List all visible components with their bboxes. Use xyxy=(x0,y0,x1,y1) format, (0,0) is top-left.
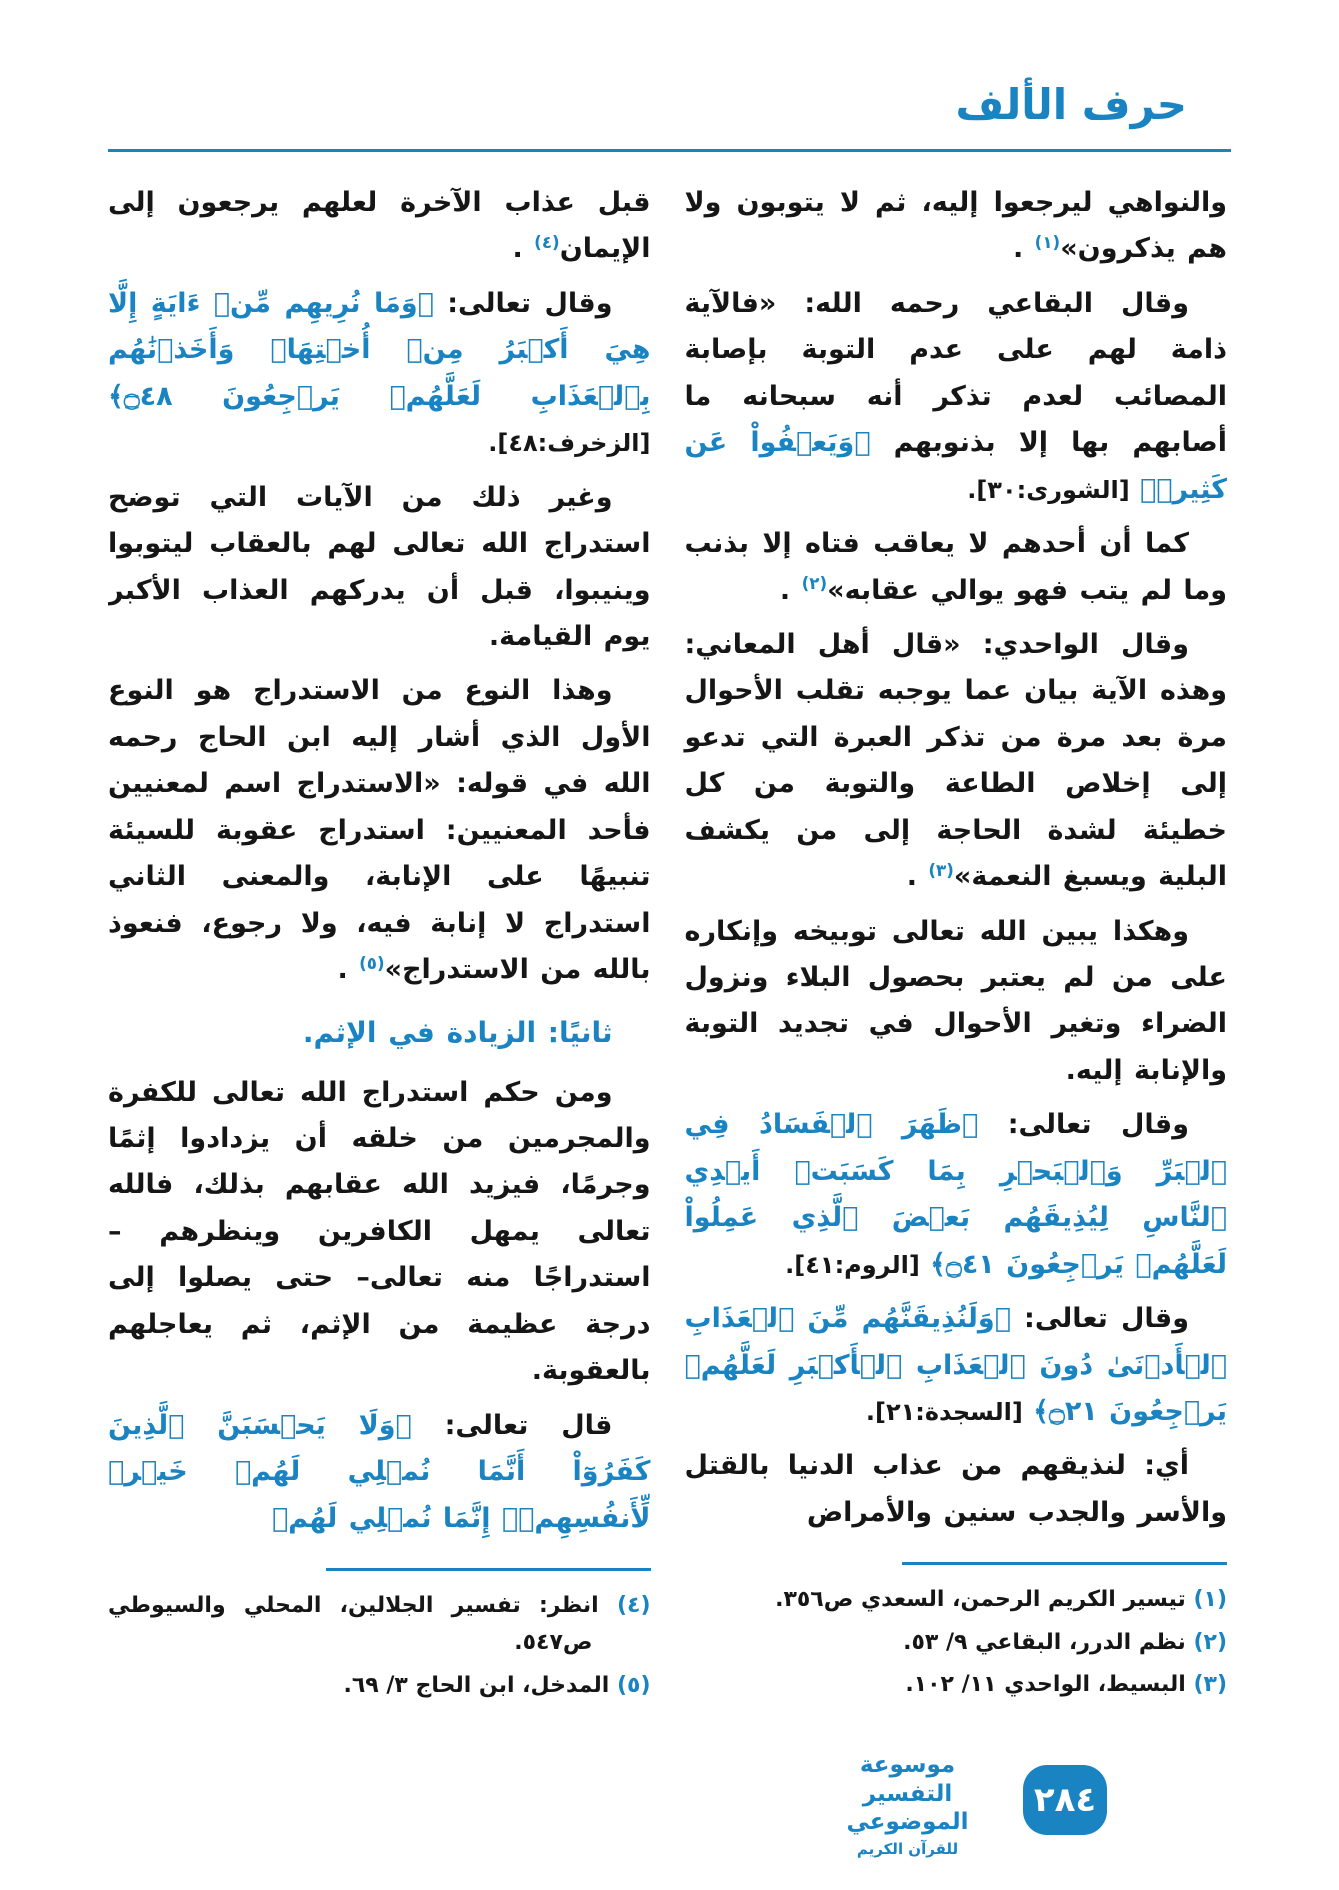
body-text: . xyxy=(906,861,929,893)
footnote xyxy=(108,1587,651,1662)
paragraph xyxy=(685,180,1228,273)
footnote xyxy=(685,1624,1228,1661)
footnote-marker: (١) xyxy=(1034,232,1061,253)
quran-verse: ﴿ظَهَرَ ٱلۡفَسَادُ فِي ٱلۡبَرِّ وَٱلۡبَحۡرِ بِمَا كَسَبَتۡ أَيۡدِي ٱلنَّاسِ لِيُذِيقَهُم بَعۡضَ ٱلَّذِي عَمِلُواْ لَعَلَّهُمۡ يَرۡجِعُونَ ۝٤١﴾ xyxy=(684,1109,1227,1280)
body-text: والنواهي ليرجعوا إليه، ثم لا يتوبون ولا هم يذكرون» xyxy=(684,187,1227,265)
footnotes-block xyxy=(108,1568,651,1704)
footnote-divider xyxy=(326,1568,651,1571)
publisher-logo xyxy=(820,1751,995,1858)
paragraph xyxy=(685,622,1228,901)
paragraph xyxy=(108,180,651,273)
body-text: . xyxy=(779,574,802,606)
body-text: أي: لنذيقهم من عذاب الدنيا بالقتل والأسر والجدب سنين والأمراض xyxy=(684,1450,1227,1528)
paragraph xyxy=(685,521,1228,614)
footnote-text: نظم الدرر، البقاعي ٩/ ٥٣. xyxy=(903,1629,1194,1655)
body-text: وقال تعالى: xyxy=(433,287,613,319)
paragraph xyxy=(108,1070,651,1395)
publisher-logo-subtitle: للقرآن الكريم xyxy=(856,1840,959,1858)
page-body xyxy=(108,180,1227,1740)
chapter-title: حرف الألف xyxy=(955,80,1187,129)
verse-reference: [السجدة:٢١]. xyxy=(865,1397,1034,1426)
verse-reference: [الروم:٤١]. xyxy=(785,1250,931,1279)
footnote-text: البسيط، الواحدي ١١/ ١٠٢. xyxy=(905,1672,1194,1698)
footnote-number: (٢) xyxy=(1193,1629,1227,1655)
verse-reference: [الزخرف:٤٨]. xyxy=(488,429,651,458)
body-text: وقال تعالى: xyxy=(1010,1303,1189,1335)
footnote-divider xyxy=(902,1562,1227,1565)
page-number-badge xyxy=(1023,1765,1107,1835)
footnote-marker: (٤) xyxy=(534,232,560,253)
body-text: . xyxy=(337,954,360,985)
footnote-text: المدخل، ابن الحاج ٣/ ٦٩. xyxy=(343,1672,617,1698)
paragraph xyxy=(685,1102,1228,1288)
footnote-text: انظر: تفسير الجلالين، المحلي والسيوطي ص٥٤٧. xyxy=(108,1592,617,1656)
footnote-text: تيسير الكريم الرحمن، السعدي ص٣٥٦. xyxy=(775,1587,1194,1613)
footnotes-block xyxy=(685,1562,1228,1703)
quran-verse: ﴿وَمَا نُرِيهِم مِّنۡ ءَايَةٍ إِلَّا هِيَ أَكۡبَرُ مِنۡ أُخۡتِهَاۖ وَأَخَذۡنَٰهُم بِٱلۡعَذَابِ لَعَلَّهُمۡ يَرۡجِعُونَ ۝٤٨﴾ xyxy=(108,287,651,412)
publisher-logo-title: موسوعة التفسير الموضوعي xyxy=(846,1751,969,1836)
body-text: . xyxy=(512,233,535,265)
body-text: وقال تعالى: xyxy=(978,1109,1189,1141)
paragraph xyxy=(685,281,1228,513)
paragraph xyxy=(108,668,651,993)
header-divider xyxy=(108,149,1231,152)
footnote-marker: (٥) xyxy=(359,952,385,973)
paragraph xyxy=(108,281,651,467)
column-right xyxy=(685,180,1228,1740)
footnote-number: (١) xyxy=(1193,1587,1227,1613)
body-text: وغير ذلك من الآيات التي توضح استدراج الله تعالى لهم بالعقاب ليتوبوا وينيبوا، قبل أن يدركهم العذاب الأكبر يوم القيامة. xyxy=(108,481,651,652)
body-text: وقال البقاعي رحمه الله: «فالآية ذامة لهم على عدم التوبة بإصابة المصائب لعدم تذكر أنه سبحانه ما أصابهم بها إلا بذنوبهم xyxy=(684,287,1227,459)
footnote-number: (٤) xyxy=(616,1592,651,1618)
footnote-marker: (٢) xyxy=(801,573,828,594)
body-text: وهكذا يبين الله تعالى توبيخه وإنكاره على من لم يعتبر بحصول البلاء ونزول الضراء وتغير الأحوال في تجديد التوبة والإنابة إليه. xyxy=(684,915,1227,1086)
paragraph xyxy=(685,1443,1228,1536)
quran-verse: ﴿وَلَا يَحۡسَبَنَّ ٱلَّذِينَ كَفَرُوٓاْ أَنَّمَا نُمۡلِي لَهُمۡ خَيۡرٞ لِّأَنفُسِهِمۡۚ إِنَّمَا نُمۡلِي لَهُمۡ xyxy=(108,1409,651,1534)
paragraph xyxy=(108,475,651,661)
footnote xyxy=(685,1666,1228,1703)
body-text: قبل عذاب الآخرة لعلهم يرجعون إلى الإيمان xyxy=(108,187,651,265)
footnote-number: (٣) xyxy=(1193,1672,1227,1698)
footnote-number: (٥) xyxy=(616,1672,651,1698)
body-text: وقال الواحدي: «قال أهل المعاني: وهذه الآية بيان عما يوجبه تقلب الأحوال مرة بعد مرة من تذكر العبرة التي تدعو إلى إخلاص الطاعة والتوبة من كل خطيئة لشدة الحاجة إلى من يكشف البلية ويسبغ النعمة» xyxy=(684,628,1227,893)
footnote xyxy=(108,1667,651,1704)
body-text: قال تعالى: xyxy=(411,1409,613,1441)
quran-verse: ﴿وَلَنُذِيقَنَّهُم مِّنَ ٱلۡعَذَابِ ٱلۡأَدۡنَىٰ دُونَ ٱلۡعَذَابِ ٱلۡأَكۡبَرِ لَعَلَّهُمۡ يَرۡجِعُونَ ۝٢١﴾ xyxy=(684,1303,1227,1427)
column-left xyxy=(108,180,651,1740)
paragraph xyxy=(685,909,1228,1095)
body-text: ومن حكم استدراج الله تعالى للكفرة والمجرمين من خلقه أن يزدادوا إثمًا وجرمًا، فيزيد الله عقابهم بذلك، فالله تعالى يمهل الكافرين وينظرهم –استدراجًا منه تعالى– حتى يصلوا إلى درجة عظيمة من الإثم، ثم يعاجلهم بالعقوبة. xyxy=(108,1076,651,1387)
body-text: كما أن أحدهم لا يعاقب فتاه إلا بذنب وما لم يتب فهو يوالي عقابه» xyxy=(684,528,1227,606)
verse-reference: [الشورى:٣٠]. xyxy=(967,475,1141,504)
body-text: ثانيًا: الزيادة في الإثم. xyxy=(302,1016,613,1050)
footnote-marker: (٣) xyxy=(928,859,954,880)
body-text: . xyxy=(1013,233,1035,265)
page-number: ٢٨٤ xyxy=(1033,1780,1097,1820)
paragraph xyxy=(685,1296,1228,1435)
quran-verse: ﴿وَيَعۡفُواْ عَن كَثِيرٖ﴾ xyxy=(684,427,1227,505)
body-text: وهذا النوع من الاستدراج هو النوع الأول الذي أشار إليه ابن الحاج رحمه الله في قوله: «الاستدراج اسم لمعنيين فأحد المعنيين: استدراج عقوبة للسيئة تنبيهًا على الإنابة، والمعنى الثاني استدراج لا إنابة فيه، ولا رجوع، فنعوذ بالله من الاستدراج» xyxy=(108,675,651,985)
section-heading xyxy=(108,1009,651,1057)
paragraph xyxy=(108,1403,651,1542)
footnote xyxy=(685,1581,1228,1618)
